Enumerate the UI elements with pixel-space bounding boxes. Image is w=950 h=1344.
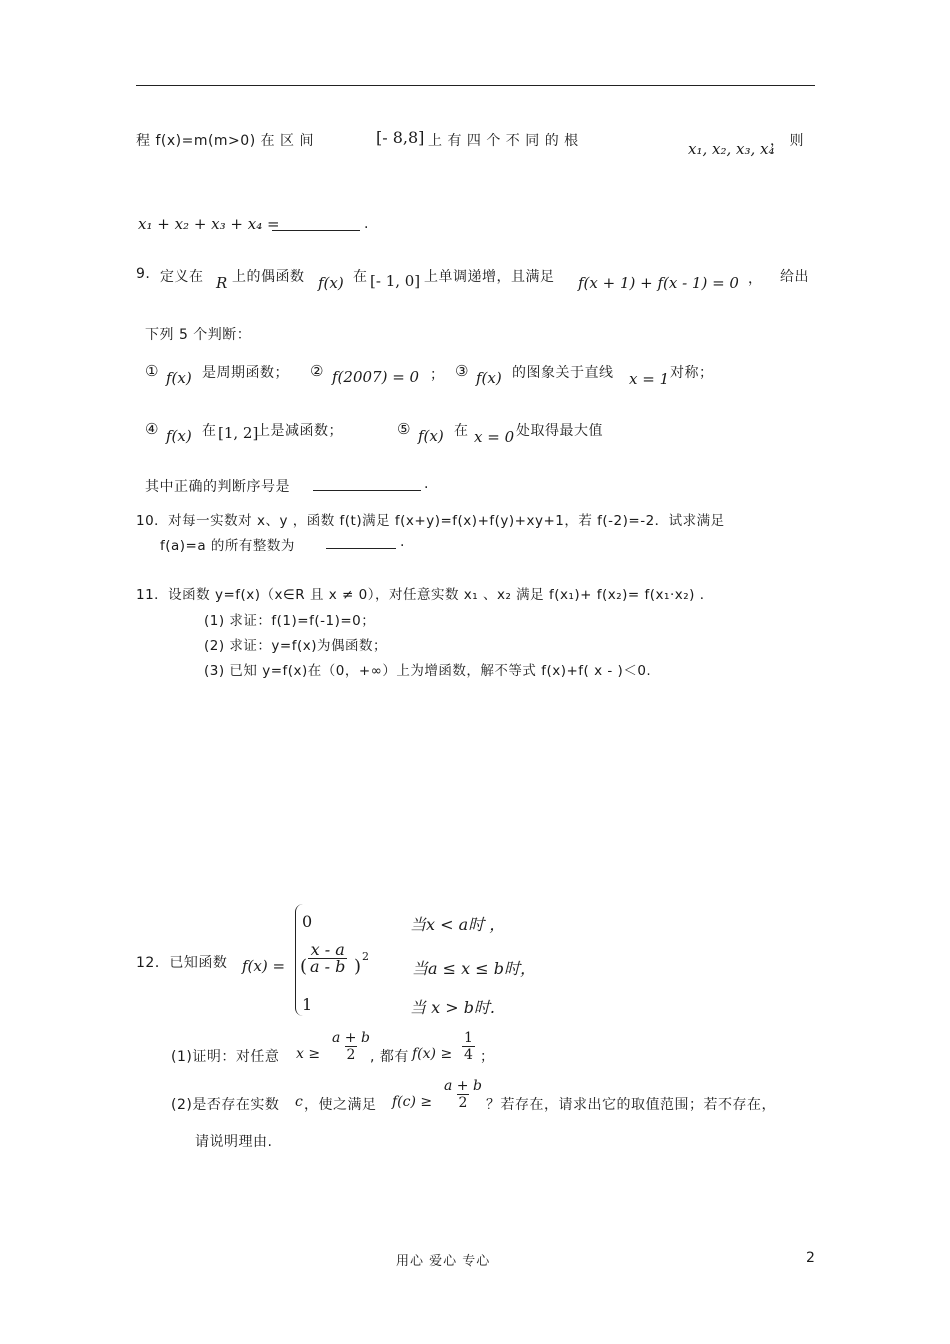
q12-p2-den: 2: [458, 1095, 468, 1111]
q12-case2-exponent: 2: [362, 950, 369, 963]
q9-j5-text: 在: [454, 423, 469, 439]
q11-part1: (1) 求证：f(1)=f(-1)=0；: [204, 613, 376, 629]
q12-p1-x: x ≥: [296, 1046, 321, 1062]
q9-j1-text: 是周期函数；: [202, 365, 289, 381]
q11-part3: (3) 已知 y=f(x)在（0，+∞）上为增函数，解不等式 f(x)+f( x - )＜0.: [204, 663, 652, 679]
q9-text-4: 上单调递增，且满足: [424, 269, 555, 285]
q9-j2-text: ；: [430, 367, 445, 383]
q9-answer-prompt: 其中正确的判断序号是: [145, 479, 290, 495]
q12-p1-end: ；: [480, 1049, 495, 1065]
q9-text-6: 给出: [780, 269, 809, 285]
q9-j5-tail: 处取得最大值: [516, 423, 603, 439]
q9-j1-f: f(x): [166, 369, 192, 387]
q8-interval: [- 8,8]: [376, 128, 425, 147]
q10-line2: f(a)=a 的所有整数为: [160, 538, 295, 554]
q11-part2: (2) 求证：y=f(x)为偶函数；: [204, 638, 387, 654]
q9-text-2: 上的偶函数: [232, 269, 305, 285]
q12-p2-num: a + b: [444, 1078, 482, 1094]
q9-j2-expr: f(2007) = 0: [332, 368, 420, 386]
q12-p1-den: 2: [346, 1047, 356, 1063]
q8-sum-expr: x₁ + x₂ + x₃ + x₄ =: [138, 215, 280, 233]
q9-j3-tail: 对称；: [670, 365, 714, 381]
q12-fx: f(x) =: [242, 957, 286, 975]
q8-answer-blank: [272, 216, 362, 235]
q12-p1-frac: [330, 1030, 372, 1063]
footer-slogan: 用心 爱心 专心: [396, 1254, 491, 1269]
q9-text-5: ，: [748, 271, 763, 287]
q9-condition: f(x + 1) + f(x - 1) = 0: [578, 274, 739, 292]
q12-number: 12．已知函数: [136, 955, 228, 971]
q9-j5-f: f(x): [418, 427, 444, 445]
q9-text-3: 在: [353, 269, 368, 285]
q12-case2-cond: 当a ≤ x ≤ b时，: [412, 959, 536, 978]
q9-j5-mark: ⑤: [397, 420, 411, 438]
q12-p1-den2: 4: [464, 1047, 473, 1063]
q9-j3-mark: ③: [455, 362, 469, 380]
q12-p1-pre: (1)证明：对任意: [171, 1049, 280, 1065]
q12-p2-line2: 请说明理由.: [195, 1134, 273, 1150]
q12-p2-pre: (2)是否存在实数: [171, 1097, 280, 1113]
q12-case2-fraction: [308, 942, 347, 975]
q12-case2-num: x - a: [310, 940, 345, 959]
q10-line1: 10．对每一实数对 x、y ，函数 f(t)满足 f(x+y)=f(x)+f(y)+xy+1，若 f(-2)=-2．试求满足: [136, 513, 725, 529]
q12-p1-f: f(x) ≥: [412, 1046, 453, 1062]
q12-p1-num: a + b: [332, 1030, 370, 1046]
q12-case3-val: 1: [302, 995, 313, 1014]
q12-case2-den: a - b: [310, 957, 346, 976]
q8-line1-text-b: 上 有 四 个 不 同 的 根: [428, 133, 579, 149]
q9-j4-f: f(x): [166, 427, 192, 445]
q9-j3-text: 的图象关于直线: [512, 365, 614, 381]
q12-p2-frac: [442, 1078, 484, 1111]
q8-line1-text: 程 f(x)=m(m>0) 在 区 间: [136, 133, 315, 149]
q12-p2-c: c: [295, 1094, 303, 1110]
q9-j3-f: f(x): [476, 369, 502, 387]
q12-case3-cond: 当 x > b时.: [410, 998, 496, 1017]
q12-case1-val: 0: [302, 912, 313, 931]
q11-line1: 11．设函数 y=f(x)（x∈R 且 x ≠ 0），对任意实数 x₁ 、x₂ 满足 f(x₁)+ f(x₂)= f(x₁·x₂) ．: [136, 587, 714, 603]
q12-case1-cond: 当x < a时 ，: [410, 915, 506, 934]
q12-case2-paren-open: (: [300, 956, 308, 977]
q12-p2-f: f(c) ≥: [392, 1094, 433, 1110]
q9-R: R: [216, 274, 228, 292]
q8-end: .: [364, 216, 369, 232]
header-rule: [136, 85, 815, 86]
q9-j4-text: 在: [202, 423, 217, 439]
q12-p1-frac2: [462, 1030, 475, 1063]
q9-j2-mark: ②: [310, 362, 324, 380]
q9-interval: [- 1, 0]: [370, 272, 421, 290]
q12-p2-tail: ？若存在，请求出它的取值范围；若不存在，: [486, 1097, 776, 1113]
q9-j4-tail: 上是减函数；: [256, 423, 343, 439]
q9-fx: f(x): [318, 274, 344, 292]
q12-case2-paren-close: ): [354, 956, 362, 977]
q10-answer-blank: [326, 534, 398, 553]
q12-p2-mid: ，使之满足: [304, 1097, 377, 1113]
q8-roots: x₁, x₂, x₃, x₄: [688, 140, 775, 158]
q10-end: .: [400, 534, 405, 550]
q9-text-1: 定义在: [160, 269, 204, 285]
q9-end: .: [424, 476, 429, 492]
q12-p1-mid: , 都有: [370, 1049, 409, 1065]
q8-line1-tail: ， 则: [770, 133, 804, 149]
q9-answer-blank: [313, 476, 423, 495]
q9-j4-interval: [1, 2]: [218, 424, 259, 442]
q9-j4-mark: ④: [145, 420, 159, 438]
q9-j3-line: x = 1: [629, 370, 670, 388]
q9-j5-x: x = 0: [474, 428, 515, 446]
q12-p1-num2: 1: [464, 1030, 473, 1046]
page-number: 2: [806, 1250, 816, 1266]
q9-line2: 下列 5 个判断：: [145, 327, 252, 343]
q9-j1-mark: ①: [145, 362, 159, 380]
q9-number: 9.: [136, 266, 151, 282]
